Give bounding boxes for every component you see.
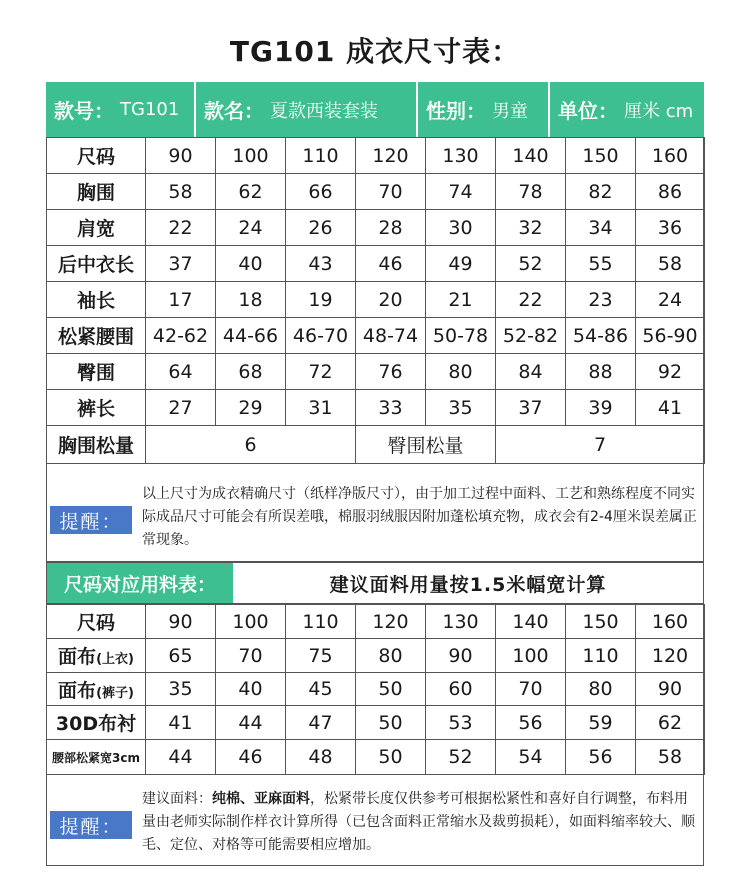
size-table-row-label bbox=[47, 210, 146, 246]
size-table-cell: 86 bbox=[636, 174, 705, 210]
gender-value: 男童 bbox=[492, 100, 528, 122]
fabric-table-cell: 60 bbox=[426, 673, 496, 706]
fabric-table-cell: 44 bbox=[146, 740, 216, 775]
size-table-cell: 72 bbox=[286, 354, 356, 390]
fabric-table-label-text: 30D布衬 bbox=[55, 713, 137, 735]
fabric-table-label-text: 尺码 bbox=[76, 612, 115, 634]
size-table-label-text: 尺码 bbox=[76, 146, 115, 168]
reminder-badge-2: 提醒： bbox=[50, 811, 132, 839]
fabric-table-row bbox=[47, 706, 705, 740]
size-table-cell: 41 bbox=[636, 390, 705, 426]
size-table-cell: 82 bbox=[566, 174, 636, 210]
size-table-cell: 28 bbox=[356, 210, 426, 246]
size-table-cell: 70 bbox=[356, 174, 426, 210]
header-bar bbox=[46, 82, 704, 137]
size-table-label-text: 后中衣长 bbox=[57, 254, 134, 276]
size-table-cell: 62 bbox=[216, 174, 286, 210]
size-table-cell: 46 bbox=[356, 246, 426, 282]
size-table-row bbox=[47, 210, 705, 246]
fabric-table-cell: 90 bbox=[146, 605, 216, 639]
size-table-cell: 37 bbox=[146, 246, 216, 282]
fabric-table-cell: 56 bbox=[566, 740, 636, 775]
size-table-row bbox=[47, 282, 705, 318]
fabric-table-cell: 80 bbox=[356, 639, 426, 673]
fabric-table-cell: 41 bbox=[146, 706, 216, 740]
size-table-cell: 64 bbox=[146, 354, 216, 390]
size-table-row-label bbox=[47, 174, 146, 210]
size-table-label-text: 袖长 bbox=[76, 290, 115, 312]
size-table-row bbox=[47, 246, 705, 282]
fabric-table-label-sub: (裤子) bbox=[96, 685, 134, 701]
size-table-cell: 19 bbox=[286, 282, 356, 318]
fabric-table-cell: 62 bbox=[636, 706, 705, 740]
size-table-cell: 39 bbox=[566, 390, 636, 426]
unit-value: 厘米 cm bbox=[624, 100, 694, 122]
size-table-row-label bbox=[47, 390, 146, 426]
size-table-cell: 56-90 bbox=[636, 318, 705, 354]
fabric-table-cell: 80 bbox=[566, 673, 636, 706]
fabric-table-label-sub: (上衣) bbox=[96, 652, 134, 667]
size-table-cell: 80 bbox=[426, 354, 496, 390]
size-table-cell: 35 bbox=[426, 390, 496, 426]
fabric-table-label-text: 面布 bbox=[58, 646, 97, 668]
fabric-table-cell: 130 bbox=[426, 605, 496, 639]
fabric-table-cell: 58 bbox=[636, 740, 705, 775]
size-table-cell: 58 bbox=[146, 174, 216, 210]
size-table-cell: 42-62 bbox=[146, 318, 216, 354]
size-table-row-label bbox=[47, 318, 146, 354]
size-table-cell: 110 bbox=[286, 138, 356, 174]
size-table-cell: 49 bbox=[426, 246, 496, 282]
size-table-row bbox=[47, 174, 705, 210]
size-table-row bbox=[47, 138, 705, 174]
size-table-cell: 20 bbox=[356, 282, 426, 318]
size-table-cell: 37 bbox=[496, 390, 566, 426]
size-table-cell: 33 bbox=[356, 390, 426, 426]
size-table-cell: 130 bbox=[426, 138, 496, 174]
fabric-table-cell: 56 bbox=[496, 706, 566, 740]
size-table-cell: 44-66 bbox=[216, 318, 286, 354]
fabric-table-cell: 150 bbox=[566, 605, 636, 639]
chest-ease-label: 胸围松量 bbox=[47, 426, 146, 464]
size-table-cell: 30 bbox=[426, 210, 496, 246]
reminder-text-2-rest: ，松紧带长度仅供参考可根据松紧性和喜好自行调整，布料用量由老师实际制作样衣计算所得（已包含面料正常缩水及裁剪损耗），如面料缩率较大、顺毛、定位、对格等可能需要相应增加。 bbox=[142, 791, 695, 853]
size-table-cell: 24 bbox=[216, 210, 286, 246]
size-table-cell: 31 bbox=[286, 390, 356, 426]
fabric-table-cell: 48 bbox=[286, 740, 356, 775]
chest-ease-value: 6 bbox=[146, 426, 356, 464]
style-no bbox=[46, 82, 194, 137]
size-table-cell: 46-70 bbox=[286, 318, 356, 354]
size-table-row-label bbox=[47, 246, 146, 282]
size-table-label-text: 松紧腰围 bbox=[57, 326, 134, 348]
fabric-section-subtitle: 建议面料用量按1.5米幅宽计算 bbox=[329, 573, 607, 596]
fabric-table-row-label bbox=[47, 673, 146, 706]
fabric-table-cell: 59 bbox=[566, 706, 636, 740]
size-table-cell: 76 bbox=[356, 354, 426, 390]
size-table-cell: 150 bbox=[566, 138, 636, 174]
size-table-cell: 26 bbox=[286, 210, 356, 246]
fabric-table-cell: 54 bbox=[496, 740, 566, 775]
unit-label: 单位： bbox=[558, 99, 618, 123]
fabric-section-bar bbox=[46, 562, 704, 604]
style-name-label: 款名： bbox=[204, 99, 264, 123]
fabric-table-cell: 90 bbox=[636, 673, 705, 706]
style-no-label: 款号： bbox=[54, 99, 114, 123]
size-table-cell: 54-86 bbox=[566, 318, 636, 354]
size-table-cell: 100 bbox=[216, 138, 286, 174]
size-table-cell: 24 bbox=[636, 282, 705, 318]
fabric-table-row bbox=[47, 740, 705, 775]
fabric-table-cell: 110 bbox=[566, 639, 636, 673]
size-table-cell: 66 bbox=[286, 174, 356, 210]
size-table-cell: 90 bbox=[146, 138, 216, 174]
size-table-cell: 21 bbox=[426, 282, 496, 318]
size-table-cell: 23 bbox=[566, 282, 636, 318]
fabric-table-cell: 100 bbox=[216, 605, 286, 639]
size-table-row-label bbox=[47, 354, 146, 390]
fabric-section-label: 尺码对应用料表： bbox=[47, 563, 233, 603]
size-table-cell: 74 bbox=[426, 174, 496, 210]
size-table-label-text: 裤长 bbox=[76, 398, 115, 420]
reminder-text-2-prefix: 建议面料： bbox=[142, 791, 212, 807]
size-table-cell: 84 bbox=[496, 354, 566, 390]
size-table-label-text: 胸围 bbox=[76, 182, 115, 204]
fabric-table-cell: 50 bbox=[356, 706, 426, 740]
size-table-cell: 27 bbox=[146, 390, 216, 426]
size-table-label-text: 臀围 bbox=[76, 362, 115, 384]
size-table-cell: 48-74 bbox=[356, 318, 426, 354]
page-title: TG101 成衣尺寸表： bbox=[229, 35, 521, 68]
fabric-table-row bbox=[47, 605, 705, 639]
fabric-table-cell: 110 bbox=[286, 605, 356, 639]
fabric-table-cell: 65 bbox=[146, 639, 216, 673]
fabric-table-row-label bbox=[47, 706, 146, 740]
fabric-table-cell: 40 bbox=[216, 673, 286, 706]
fabric-table-cell: 46 bbox=[216, 740, 286, 775]
reminder-text-1: 以上尺寸为成衣精确尺寸（纸样净版尺寸），由于加工过程中面料、工艺和熟练程度不同实际成品尺寸可能会有所误差哦，棉服羽绒服因附加蓬松填充物，成衣会有2-4厘米误差属正常现象。 bbox=[142, 486, 697, 548]
size-table-cell: 52 bbox=[496, 246, 566, 282]
size-table-cell: 17 bbox=[146, 282, 216, 318]
fabric-table-row bbox=[47, 673, 705, 706]
fabric-table-label-text: 面布 bbox=[58, 679, 97, 702]
fabric-table-row-label bbox=[47, 605, 146, 639]
fabric-table-cell: 75 bbox=[286, 639, 356, 673]
size-table-cell: 55 bbox=[566, 246, 636, 282]
gender-label: 性别： bbox=[426, 99, 486, 123]
fabric-table-cell: 90 bbox=[426, 639, 496, 673]
size-table-row-label bbox=[47, 138, 146, 174]
fabric-table-label-text: 腰部松紧宽3cm bbox=[52, 750, 140, 765]
gender bbox=[416, 82, 548, 137]
size-table-row-label bbox=[47, 282, 146, 318]
size-table-row bbox=[47, 354, 705, 390]
fabric-table-cell: 50 bbox=[356, 673, 426, 706]
unit bbox=[548, 82, 704, 137]
fabric-table-cell: 140 bbox=[496, 605, 566, 639]
size-table-cell: 29 bbox=[216, 390, 286, 426]
fabric-table-row-label bbox=[47, 639, 146, 673]
fabric-table bbox=[46, 604, 705, 775]
size-table-cell: 32 bbox=[496, 210, 566, 246]
fabric-table-row-label bbox=[47, 740, 146, 775]
hip-ease-label: 臀围松量 bbox=[356, 426, 496, 464]
fabric-table-cell: 53 bbox=[426, 706, 496, 740]
size-table-cell: 43 bbox=[286, 246, 356, 282]
fabric-table-cell: 160 bbox=[636, 605, 705, 639]
size-table-row bbox=[47, 318, 705, 354]
style-name-value: 夏款西装套装 bbox=[270, 100, 378, 122]
size-table-cell: 22 bbox=[496, 282, 566, 318]
size-table-cell: 88 bbox=[566, 354, 636, 390]
size-table bbox=[46, 137, 705, 464]
size-table-cell: 40 bbox=[216, 246, 286, 282]
style-name bbox=[194, 82, 416, 137]
reminder-text-2-bold: 纯棉、亚麻面料 bbox=[212, 791, 310, 807]
size-table-cell: 50-78 bbox=[426, 318, 496, 354]
size-table-row bbox=[47, 390, 705, 426]
style-no-value: TG101 bbox=[120, 99, 180, 120]
size-table-cell: 22 bbox=[146, 210, 216, 246]
fabric-table-cell: 120 bbox=[356, 605, 426, 639]
fabric-table-cell: 52 bbox=[426, 740, 496, 775]
fabric-table-cell: 47 bbox=[286, 706, 356, 740]
reminder-badge-1: 提醒： bbox=[50, 506, 132, 534]
fabric-table-cell: 120 bbox=[636, 639, 705, 673]
size-table-label-text: 肩宽 bbox=[76, 218, 115, 240]
size-table-cell: 68 bbox=[216, 354, 286, 390]
size-table-cell: 36 bbox=[636, 210, 705, 246]
ease-row bbox=[47, 426, 705, 464]
size-table-cell: 58 bbox=[636, 246, 705, 282]
fabric-table-cell: 70 bbox=[496, 673, 566, 706]
fabric-table-cell: 35 bbox=[146, 673, 216, 706]
fabric-table-cell: 50 bbox=[356, 740, 426, 775]
size-table-cell: 160 bbox=[636, 138, 705, 174]
size-table-cell: 120 bbox=[356, 138, 426, 174]
size-table-cell: 78 bbox=[496, 174, 566, 210]
fabric-table-cell: 100 bbox=[496, 639, 566, 673]
fabric-table-cell: 70 bbox=[216, 639, 286, 673]
fabric-table-cell: 44 bbox=[216, 706, 286, 740]
reminder-text-2 bbox=[142, 788, 698, 857]
fabric-table-cell: 45 bbox=[286, 673, 356, 706]
size-table-cell: 92 bbox=[636, 354, 705, 390]
size-table-cell: 34 bbox=[566, 210, 636, 246]
size-table-cell: 140 bbox=[496, 138, 566, 174]
fabric-table-row bbox=[47, 639, 705, 673]
hip-ease-value: 7 bbox=[496, 426, 705, 464]
size-table-cell: 52-82 bbox=[496, 318, 566, 354]
size-table-cell: 18 bbox=[216, 282, 286, 318]
